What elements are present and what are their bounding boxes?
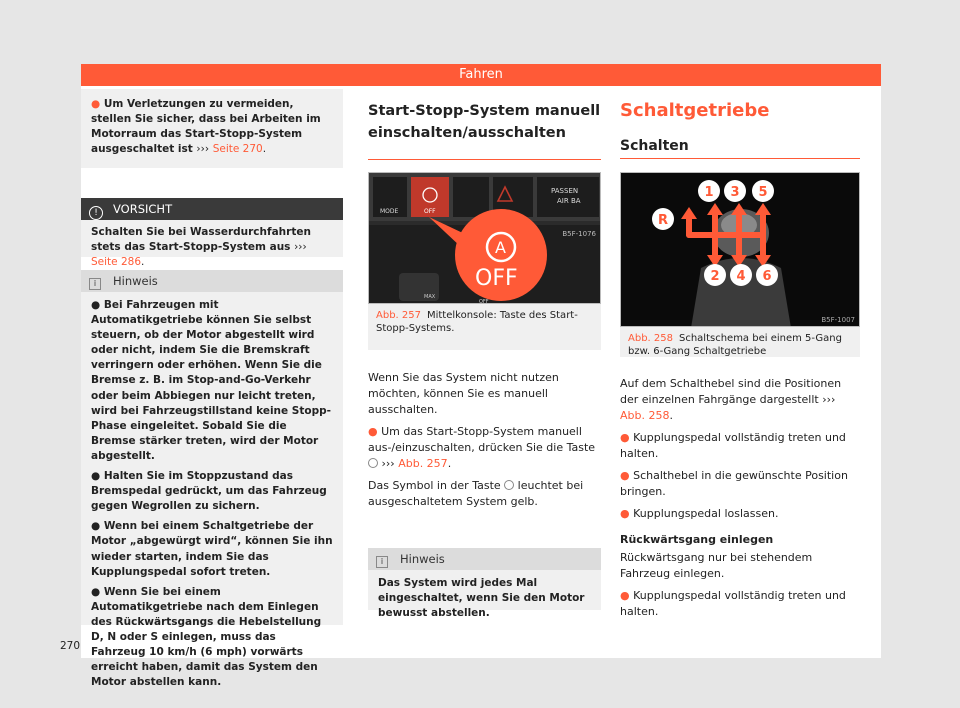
caution-text: Schalten Sie bei Wasserdurchfahrten stets das Start-Stopp-System aus: [91, 226, 311, 253]
warning-box: ● Um Verletzungen zu vermeiden, stellen Sie sicher, dass bei Arbeiten im Motorraum das Start-Stopp-System ausgeschaltet ist ››› Seite 270.: [81, 89, 343, 168]
figure-number: Abb. 258: [628, 333, 673, 344]
chapter-title: Schaltgetriebe: [620, 100, 770, 121]
svg-text:OFF: OFF: [424, 208, 436, 215]
note-title: Hinweis: [400, 552, 445, 566]
section-subtitle: Schalten: [620, 138, 689, 154]
paragraph: Wenn Sie das System nicht nutzen möchten, können Sie es manuell ausschalten.: [368, 371, 559, 416]
svg-text:OFF: OFF: [479, 299, 489, 304]
note-list: [81, 292, 343, 701]
link-arrows: ›››: [294, 241, 307, 253]
caution-header: [81, 198, 343, 220]
page-number: 270: [60, 640, 81, 652]
figure-number: Abb. 257: [376, 310, 421, 321]
svg-text:1: 1: [704, 185, 714, 200]
svg-text:MAX: MAX: [424, 294, 436, 300]
caution-title: VORSICHT: [113, 202, 173, 216]
list-item: ● Wenn bei einem Schaltgetriebe der Motor „abgewürgt wird“, können Sie ihn wieder starten, indem Sie das Kupplungspedal sofort treten.: [91, 520, 333, 578]
power-icon: [504, 480, 514, 490]
note-header: [368, 548, 601, 570]
title-rule: [620, 158, 860, 159]
subheading: Rückwärtsgang einlegen: [620, 533, 774, 546]
body-text: [620, 376, 860, 626]
note-box: [368, 548, 601, 620]
svg-text:OFF: OFF: [475, 266, 518, 291]
console-illustration: [369, 173, 601, 304]
svg-text:MODE: MODE: [380, 208, 399, 215]
figure-gearshift: [620, 172, 860, 327]
figure-code: B5F-1007: [821, 316, 855, 324]
page-link[interactable]: Seite 270: [212, 143, 263, 155]
figure-caption: [368, 304, 601, 350]
list-item: ● Schalthebel in die gewünschte Position bringen.: [620, 469, 848, 498]
section-header: Fahren: [81, 64, 881, 86]
warning-text: Um Verletzungen zu vermeiden, stellen Sie sicher, dass bei Arbeiten im Motorraum das Start-Stopp-System ausgeschaltet ist: [91, 98, 321, 155]
list-item: ● Um das Start-Stopp-System manuell aus-/einzuschalten, drücken Sie die Taste ››› Abb. 257.: [368, 425, 596, 470]
caption-text: Schaltschema bei einem 5-Gang bzw. 6-Gang Schaltgetriebe: [628, 333, 842, 357]
svg-text:4: 4: [736, 269, 746, 284]
svg-text:AIR BA: AIR BA: [557, 197, 581, 205]
paragraph: Rückwärtsgang nur bei stehendem Fahrzeug einlegen.: [620, 551, 813, 580]
section-title: Start-Stopp-System manuell einschalten/ausschalten: [368, 103, 601, 141]
link-arrows: ›››: [196, 143, 210, 155]
figure-caption: [620, 327, 860, 357]
svg-text:3: 3: [730, 185, 740, 200]
info-icon: i: [89, 278, 101, 290]
gearshift-illustration: [621, 173, 860, 327]
list-item: ● Bei Fahrzeugen mit Automatikgetriebe können Sie selbst steuern, ob der Motor abgestellt wird oder nicht, indem Sie die Bremskraft verringern oder erhöhen. Wenn Sie die Bremse z. B. im Stop-and-Go-Verkehr oder beim Abbiegen nur leicht treten, wird bei Fahrzeugstillstand keine Stopp-Phase eingeleitet. Sobald Sie die Bremse stärker treten, wird der Motor abgestellt.: [91, 299, 331, 462]
list-item: ● Kupplungspedal loslassen.: [620, 507, 779, 520]
body-text: [368, 370, 601, 516]
caution-body: Schalten Sie bei Wasserdurchfahrten stets das Start-Stopp-System aus ››› Seite 286.: [81, 220, 343, 257]
power-icon: [368, 458, 378, 468]
svg-text:2: 2: [710, 269, 720, 284]
list-item: ● Halten Sie im Stoppzustand das Bremspedal gedrückt, um das Fahrzeug gegen Wegrollen zu sichern.: [91, 470, 327, 513]
figure-link[interactable]: Abb. 257: [398, 457, 448, 470]
svg-text:6: 6: [762, 269, 772, 284]
paragraph: Auf dem Schalthebel sind die Positionen der einzelnen Fahrgänge dargestellt ››› Abb. 258.: [620, 377, 842, 422]
note-title: Hinweis: [113, 274, 158, 288]
bullet-icon: ●: [91, 98, 101, 110]
paragraph: Das Symbol in der Taste leuchtet bei ausgeschaltetem System gelb.: [368, 479, 584, 508]
svg-text:5: 5: [758, 185, 768, 200]
note-box: [81, 270, 343, 689]
list-item: ● Kupplungspedal vollständig treten und halten.: [620, 431, 846, 460]
page-link[interactable]: Seite 286: [91, 256, 141, 268]
figure-code: B5F-1076: [562, 230, 596, 238]
manual-page: [60, 64, 881, 689]
list-item: ● Wenn Sie bei einem Automatikgetriebe nach dem Einlegen des Rückwärtsgangs die Hebelstellung D, N oder S einlegen, muss das Fahrzeug 10 km/h (6 mph) vorwärts erreicht haben, damit das System den Motor abstellen kann.: [91, 585, 322, 689]
title-rule: [368, 159, 601, 160]
caption-text: Mittelkonsole: Taste des Start-Stopp-Systems.: [376, 310, 578, 334]
figure-console: [368, 172, 601, 304]
list-item: ● Kupplungspedal vollständig treten und halten.: [620, 589, 846, 618]
svg-text:R: R: [657, 213, 669, 228]
note-header: [81, 270, 343, 292]
figure-link[interactable]: Abb. 258: [620, 409, 670, 422]
info-icon: i: [376, 556, 388, 568]
svg-text:PASSEN: PASSEN: [551, 187, 579, 195]
note-text: Das System wird jedes Mal eingeschaltet, wenn Sie den Motor bewusst abstellen.: [378, 577, 585, 620]
caution-icon: !: [89, 206, 103, 220]
svg-text:A: A: [495, 238, 506, 257]
